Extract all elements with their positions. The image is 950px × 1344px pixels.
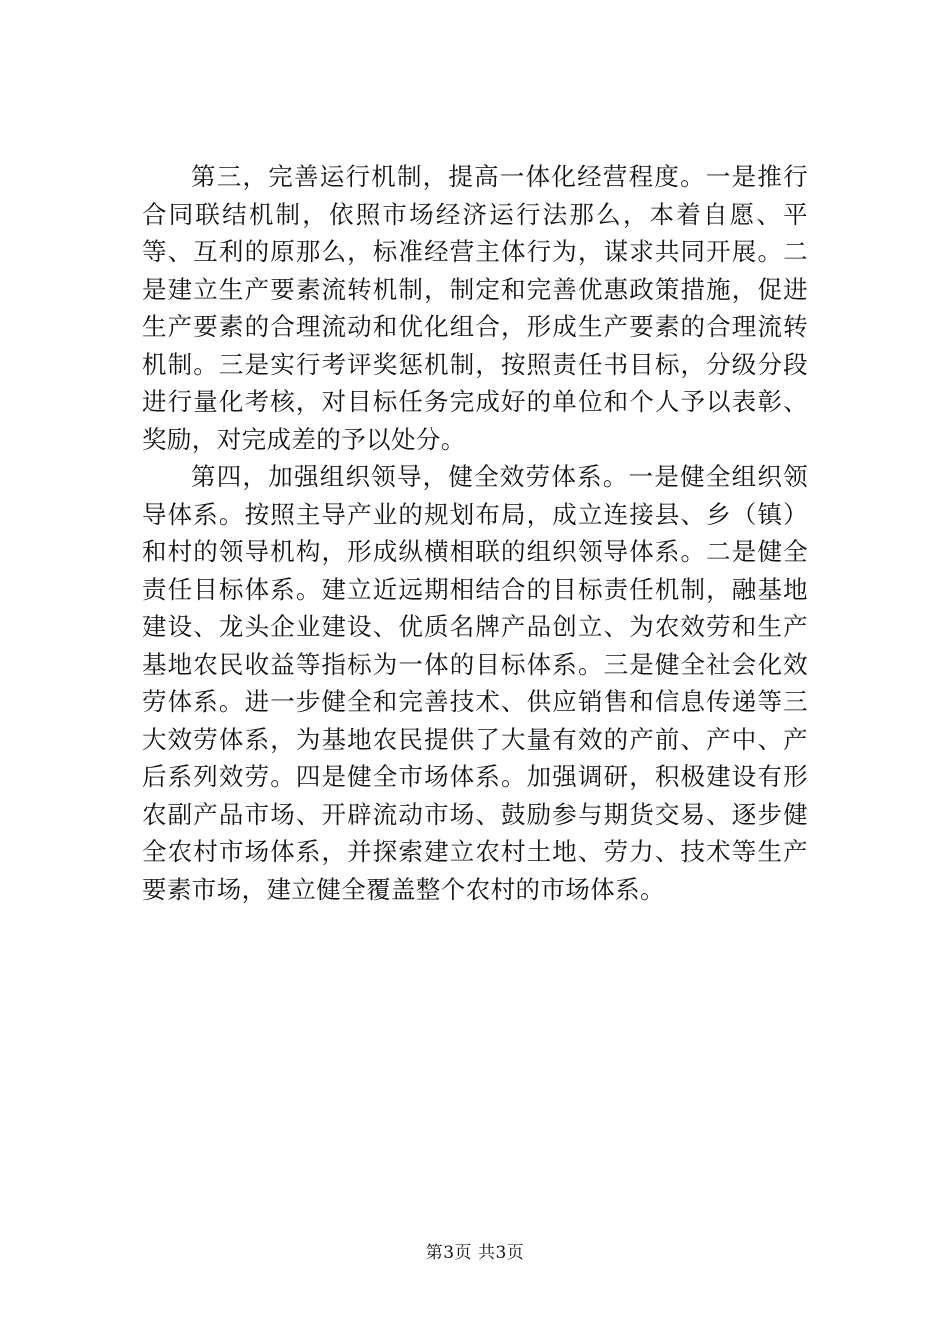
page-number-footer: 第3页 共3页 [425,1243,525,1263]
paragraph-organization: 第四，加强组织领导，健全效劳体系。一是健全组织领导体系。按照主导产业的规划布局，成立连接县、乡（镇）和村的领导机构，形成纵横相联的组织领导体系。二是健全责任目标体系。建立近远期相结合的目标责任机制，融基地建设、龙头企业建设、优质名牌产品创立、为农效劳和生产基地农民收益等指标为一体的目标体系。三是健全社会化效劳体系。进一步健全和完善技术、供应销售和信息传递等三大效劳体系，为基地农民提供了大量有效的产前、产中、产后系列效劳。四是健全市场体系。加强调研，积极建设有形农副产品市场、开辟流动市场、鼓励参与期货交易、逐步健全农村市场体系，并探索建立农村土地、劳力、技术等生产要素市场，建立健全覆盖整个农村的市场体系。 [142,462,808,904]
document-body [142,158,808,908]
paragraph-mechanism: 第三，完善运行机制，提高一体化经营程度。一是推行合同联结机制，依照市场经济运行法那么，本着自愿、平等、互利的原那么，标准经营主体行为，谋求共同开展。二是建立生产要素流转机制，制定和完善优惠政策措施，促进生产要素的合理流动和优化组合，形成生产要素的合理流转机制。三是实行考评奖惩机制，按照责任书目标，分级分段进行量化考核，对目标任务完成好的单位和个人予以表彰、奖励，对完成差的予以处分。 [142,162,808,454]
